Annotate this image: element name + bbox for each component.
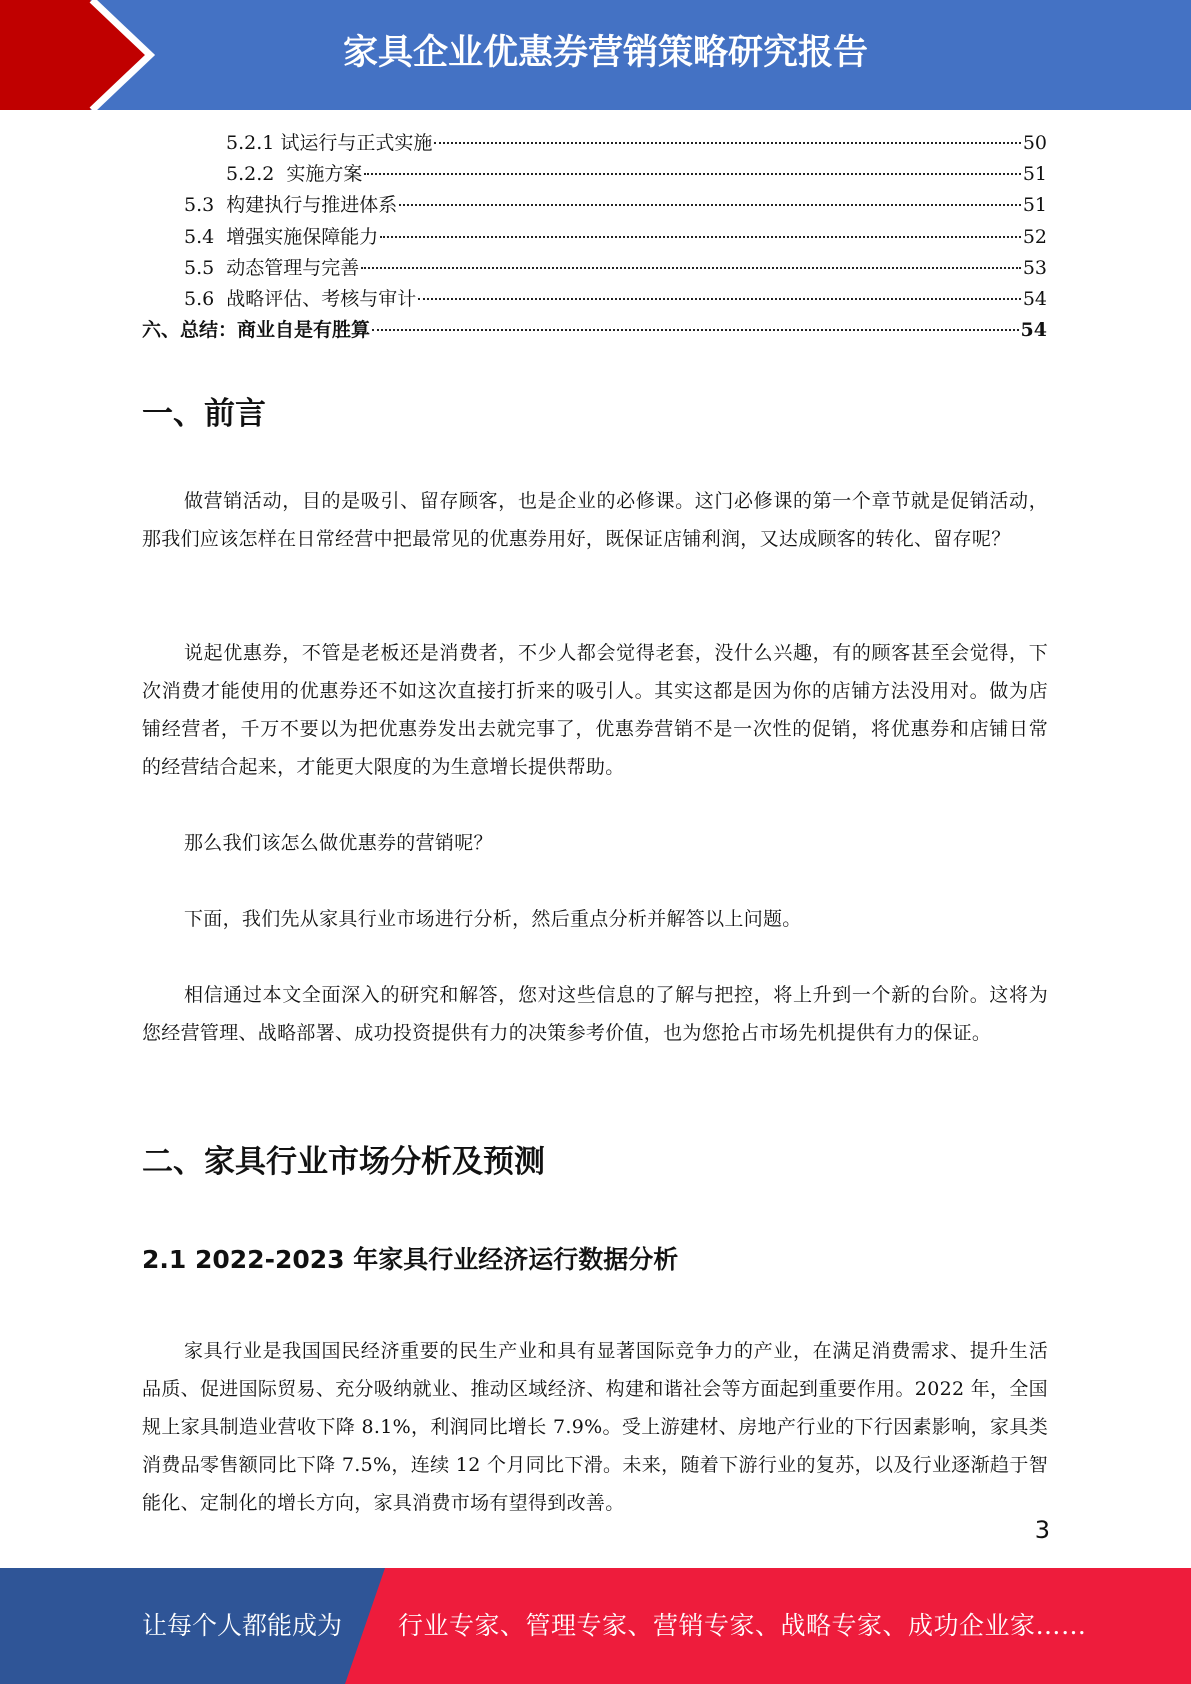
toc-entry-page: 52: [1022, 225, 1047, 248]
paragraph: 家具行业是我国国民经济重要的民生产业和具有显著国际竞争力的产业，在满足消费需求、提升生活品质、促进国际贸易、充分吸纳就业、推动区域经济、构建和谐社会等方面起到重要作用。2022 年，全国规上家具制造业营收下降 8.1%，利润同比增长 7.9%。受上游建材、房地产行业的下行因素影响，家具类消费品零售额同比下降 7.5%，连续 12 个月同比下滑。未来，随着下游行业的复苏，以及行业逐渐趋于智能化、定制化的增长方向，家具消费市场有望得到改善。: [142, 1340, 1048, 1514]
paragraph: 相信通过本文全面深入的研究和解答，您对这些信息的了解与把控，将上升到一个新的台阶。这将为您经营管理、战略部署、成功投资提供有力的决策参考价值，也为您抢占市场先机提供有力的保证。: [142, 984, 1048, 1044]
toc-leader-dots: [418, 298, 1021, 300]
toc-leader-dots: [372, 329, 1019, 331]
toc-entry-label: 5.5 动态管理与完善: [184, 256, 360, 279]
toc-entry[interactable]: [142, 190, 1047, 221]
toc-entry-page: 51: [1022, 194, 1047, 217]
toc-entry-page: 54: [1020, 319, 1047, 342]
toc-entry[interactable]: [142, 315, 1047, 346]
toc-leader-dots: [434, 142, 1020, 144]
toc-entry-page: 50: [1022, 132, 1047, 154]
paragraph: 那么我们该怎么做优惠券的营销呢？: [184, 832, 493, 854]
toc-leader-dots: [361, 267, 1021, 269]
toc-entry[interactable]: [142, 253, 1047, 284]
toc-entry[interactable]: [142, 222, 1047, 253]
subsection-heading: 2.1 2022-2023 年家具行业经济运行数据分析: [142, 1245, 679, 1274]
toc-entry-page: 53: [1022, 256, 1047, 279]
footer-slogan-right: 行业专家、管理专家、营销专家、战略专家、成功企业家……: [398, 1611, 1087, 1640]
toc-entry-page: 54: [1022, 287, 1047, 310]
toc-leader-dots: [380, 236, 1021, 238]
table-of-contents: [142, 128, 1047, 346]
header-banner: [0, 0, 1191, 110]
section-heading-preface: 一、前言: [142, 396, 266, 432]
toc-entry-label: 5.3 构建执行与推进体系: [184, 194, 398, 217]
toc-leader-dots: [364, 173, 1020, 175]
footer-slogan-left: 让每个人都能成为: [142, 1611, 343, 1640]
footer-banner: [0, 1568, 1191, 1684]
toc-entry[interactable]: [142, 128, 1047, 159]
toc-entry[interactable]: [142, 284, 1047, 315]
toc-entry-label: 5.2.2 实施方案: [226, 163, 363, 186]
paragraph: 下面，我们先从家具行业市场进行分析，然后重点分析并解答以上问题。: [184, 908, 802, 930]
toc-entry-page: 51: [1022, 163, 1047, 186]
toc-entry[interactable]: [142, 159, 1047, 190]
toc-leader-dots: [399, 204, 1021, 206]
toc-entry-label: 5.4 增强实施保障能力: [184, 225, 379, 248]
section-heading-market-analysis: 二、家具行业市场分析及预测: [142, 1144, 545, 1180]
toc-entry-label: 5.2.1 试运行与正式实施: [226, 132, 433, 154]
report-title: 家具企业优惠券营销策略研究报告: [342, 33, 868, 73]
paragraph: 说起优惠券，不管是老板还是消费者，不少人都会觉得老套，没什么兴趣，有的顾客甚至会觉得，下次消费才能使用的优惠券还不如这次直接打折来的吸引人。其实这都是因为你的店铺方法没用对。做为店铺经营者，千万不要以为把优惠券发出去就完事了，优惠券营销不是一次性的促销，将优惠券和店铺日常的经营结合起来，才能更大限度的为生意增长提供帮助。: [142, 642, 1048, 778]
page-number: 3: [1034, 1516, 1050, 1544]
toc-entry-label: 六、总结：商业自是有胜算: [142, 319, 371, 342]
toc-entry-label: 5.6 战略评估、考核与审计: [184, 287, 417, 310]
paragraph: 做营销活动，目的是吸引、留存顾客，也是企业的必修课。这门必修课的第一个章节就是促销活动，那我们应该怎样在日常经营中把最常见的优惠券用好，既保证店铺利润，又达成顾客的转化、留存呢？: [142, 490, 1048, 550]
